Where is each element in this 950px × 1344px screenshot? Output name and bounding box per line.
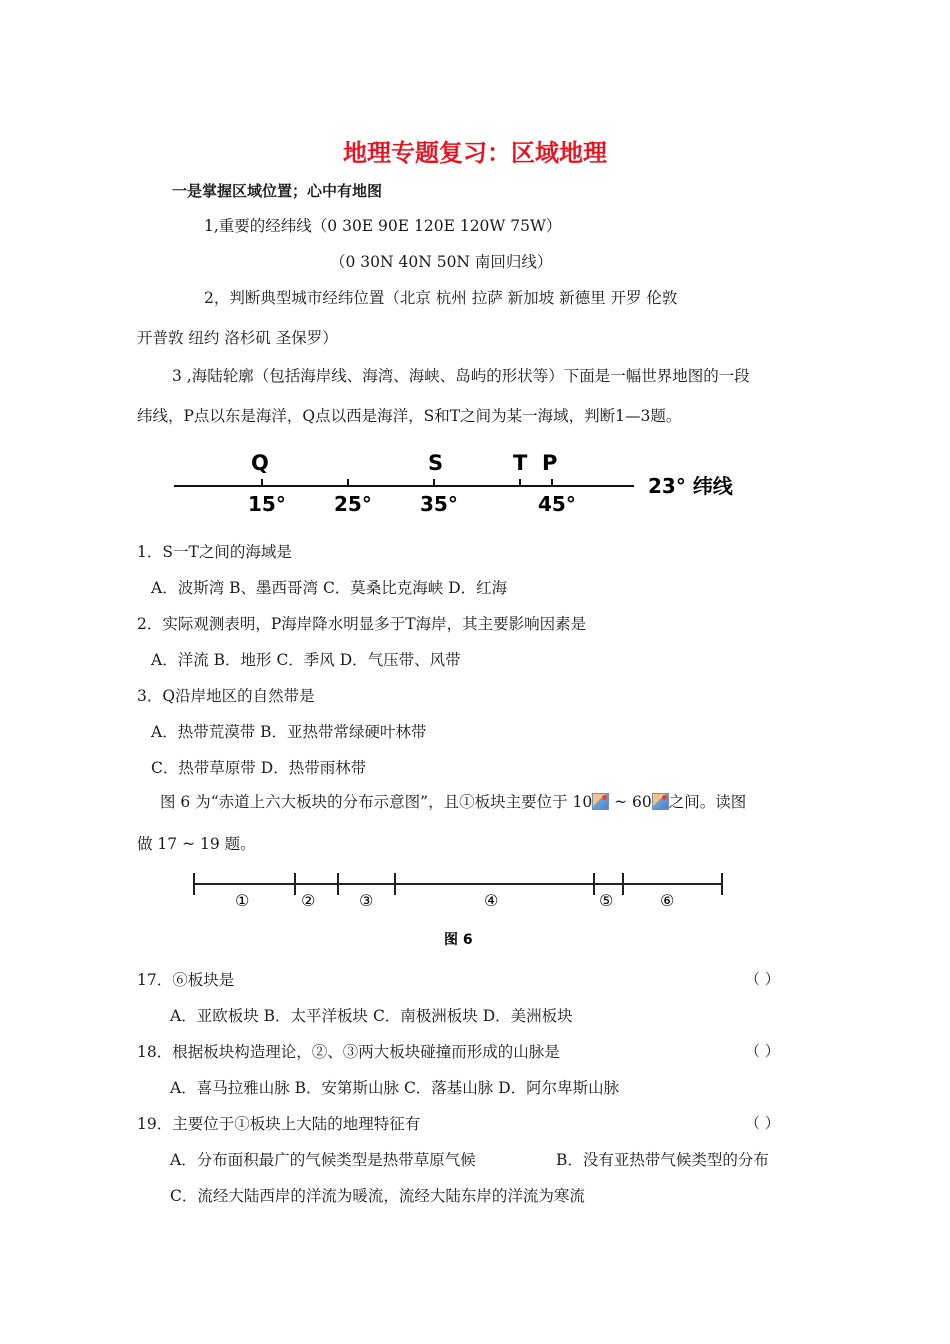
plate-label-1: ① [235, 891, 250, 910]
question-3-options-1: A．热带荒漠带 B．亚热带常绿硬叶林带 [151, 723, 427, 741]
plate-label-3: ③ [359, 891, 374, 910]
intro-text-b: ~ 60 [609, 793, 652, 811]
figure-6-intro-line2: 做 17 ~ 19 题。 [137, 835, 256, 853]
question-3-options-2: C．热带草原带 D．热带雨林带 [151, 759, 367, 777]
latitude-figure [170, 446, 770, 520]
question-19-option-a: A．分布面积最广的气候类型是热带草原气候 [170, 1151, 476, 1169]
figure-6-intro [160, 790, 746, 812]
answer-blank-18: （ ） [745, 1042, 780, 1060]
item1-line1: 1,重要的经纬线（0 30E 90E 120E 120W 75W） [204, 217, 562, 235]
plate-figure [186, 868, 731, 952]
label-q: Q [251, 451, 269, 475]
question-17: 17．⑥板块是 [137, 971, 235, 989]
figure-caption: 图 6 [444, 932, 473, 948]
item3-line2: 纬线，P点以东是海洋，Q点以西是海洋，S和T之间为某一海域，判断1—3题。 [137, 407, 682, 425]
answer-blank-17: （ ） [745, 970, 780, 988]
label-s: S [428, 451, 444, 475]
item2-line2: 开普敦 纽约 洛杉矶 圣保罗） [137, 329, 338, 347]
plate-label-5: ⑤ [599, 891, 614, 910]
broken-image-icon [592, 793, 609, 810]
page-title: 地理专题复习：区域地理 [343, 139, 607, 167]
question-17-options: A．亚欧板块 B．太平洋板块 C．南极洲板块 D．美洲板块 [170, 1007, 573, 1025]
plate-label-2: ② [301, 891, 316, 910]
tick-35: 35° [420, 492, 458, 516]
question-19-option-b: B．没有亚热带气候类型的分布 [556, 1151, 769, 1169]
question-18: 18．根据板块构造理论，②、③两大板块碰撞而形成的山脉是 [137, 1043, 560, 1061]
question-3: 3．Q沿岸地区的自然带是 [137, 687, 315, 705]
question-1-options: A．波斯湾 B、墨西哥湾 C．莫桑比克海峡 D．红海 [151, 579, 508, 597]
question-19-option-c: C．流经大陆西岸的洋流为暖流，流经大陆东岸的洋流为寒流 [170, 1187, 585, 1205]
question-2: 2．实际观测表明，P海岸降水明显多于T海岸，其主要影响因素是 [137, 615, 587, 633]
broken-image-icon [652, 793, 669, 810]
section-heading: 一是掌握区域位置；心中有地图 [172, 182, 383, 200]
question-2-options: A．洋流 B．地形 C．季风 D．气压带、风带 [151, 651, 461, 669]
intro-text-c: 之间。读图 [668, 793, 747, 811]
tick-25: 25° [334, 492, 372, 516]
item3-line1: 3 ,海陆轮廓（包括海岸线、海湾、海峡、岛屿的形状等）下面是一幅世界地图的一段 [172, 367, 750, 385]
latitude-label: 23° 纬线 [648, 474, 733, 498]
question-19: 19．主要位于①板块上大陆的地理特征有 [137, 1115, 421, 1133]
question-1: 1．S一T之间的海域是 [137, 543, 292, 561]
plate-label-6: ⑥ [660, 891, 675, 910]
answer-blank-19: （ ） [745, 1114, 780, 1132]
plate-label-4: ④ [484, 891, 499, 910]
tick-15: 15° [248, 492, 286, 516]
label-p: P [542, 451, 558, 475]
intro-text-a: 图 6 为“赤道上六大板块的分布示意图”，且①板块主要位于 10 [160, 793, 593, 811]
item2-line1: 2，判断典型城市经纬位置（北京 杭州 拉萨 新加坡 新德里 开罗 伦敦 [204, 289, 678, 307]
question-18-options: A．喜马拉雅山脉 B．安第斯山脉 C．落基山脉 D．阿尔卑斯山脉 [170, 1079, 620, 1097]
tick-45: 45° [538, 492, 576, 516]
item1-line2: （0 30N 40N 50N 南回归线） [330, 253, 553, 271]
label-t: T [513, 451, 528, 475]
